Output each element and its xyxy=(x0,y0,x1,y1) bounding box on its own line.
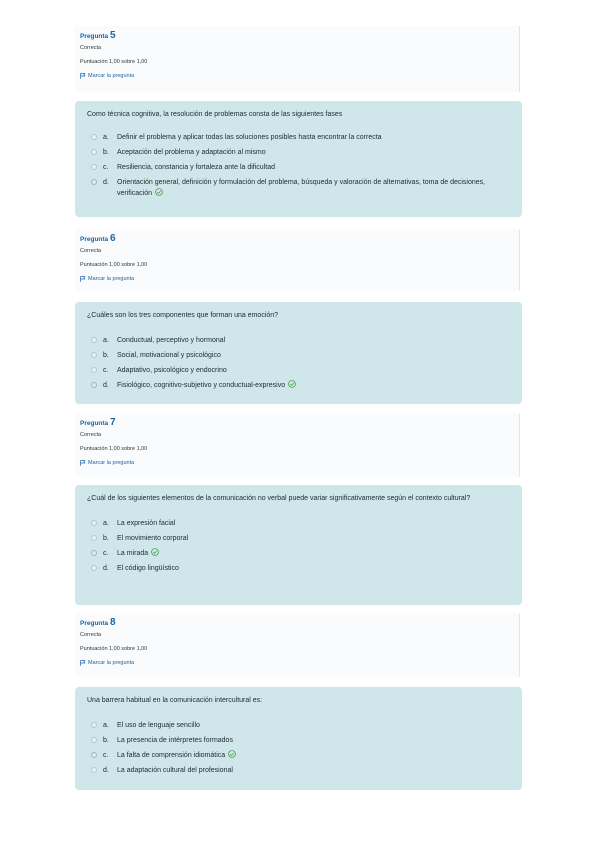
answer-text: La expresión facial xyxy=(117,520,176,527)
question-number xyxy=(80,30,519,41)
question-state: Correcta xyxy=(80,45,102,51)
answer-list xyxy=(87,132,510,199)
flag-question-link[interactable] xyxy=(80,73,519,79)
answer-text: La presencia de intérpretes formados xyxy=(117,737,233,744)
question-grade: Puntuación 1,00 sobre 1,00 xyxy=(80,262,148,268)
answer-list xyxy=(87,518,510,574)
answer-list xyxy=(87,335,510,391)
radio-button[interactable] xyxy=(91,352,97,358)
question-text: ¿Cuáles son los tres componentes que forman una emoción? xyxy=(87,312,279,319)
answer-option-b[interactable] xyxy=(87,147,510,158)
flag-icon xyxy=(80,460,86,466)
answer-letter: c. xyxy=(103,550,109,557)
radio-button-selected[interactable] xyxy=(91,179,97,185)
question-content-8 xyxy=(75,687,522,790)
flag-icon xyxy=(80,73,86,79)
question-number-value: 6 xyxy=(109,233,116,244)
radio-button[interactable] xyxy=(91,520,97,526)
answer-letter: c. xyxy=(103,752,109,759)
answer-option-b[interactable] xyxy=(87,533,510,544)
answer-letter: c. xyxy=(103,164,109,171)
answer-option-d[interactable] xyxy=(87,563,510,574)
radio-button-selected[interactable] xyxy=(91,550,97,556)
answer-text: Resiliencia, constancia y fortaleza ante la dificultad xyxy=(117,164,275,171)
answer-option-c[interactable] xyxy=(87,162,510,173)
answer-option-a[interactable] xyxy=(87,335,510,346)
correct-check-icon xyxy=(228,750,236,758)
flag-question-link[interactable] xyxy=(80,460,519,466)
radio-button-selected[interactable] xyxy=(91,382,97,388)
answer-option-d[interactable] xyxy=(87,177,510,199)
question-content-5 xyxy=(75,101,522,217)
flag-icon xyxy=(80,660,86,666)
answer-option-c[interactable] xyxy=(87,365,510,376)
answer-letter: b. xyxy=(103,149,109,156)
question-grade: Puntuación 1,00 sobre 1,00 xyxy=(80,646,148,652)
answer-option-d[interactable] xyxy=(87,380,510,391)
answer-text: Conductual, perceptivo y hormonal xyxy=(117,337,226,344)
question-state: Correcta xyxy=(80,432,102,438)
question-grade: Puntuación 1,00 sobre 1,00 xyxy=(80,446,148,452)
answer-letter: d. xyxy=(103,179,109,186)
radio-button[interactable] xyxy=(91,164,97,170)
answer-letter: a. xyxy=(103,520,109,527)
question-number xyxy=(80,233,519,244)
answer-letter: b. xyxy=(103,737,109,744)
answer-option-d[interactable] xyxy=(87,765,510,776)
answer-option-c[interactable] xyxy=(87,750,510,761)
question-info-7 xyxy=(75,413,520,477)
question-info-5 xyxy=(75,26,520,92)
answer-text: El uso de lenguaje sencillo xyxy=(117,722,200,729)
question-state: Correcta xyxy=(80,248,102,254)
radio-button[interactable] xyxy=(91,767,97,773)
answer-option-b[interactable] xyxy=(87,735,510,746)
answer-text: Fisiológico, cognitivo-subjetivo y conductual-expresivo xyxy=(117,382,286,389)
answer-letter: d. xyxy=(103,565,109,572)
answer-text: El código lingüístico xyxy=(117,565,179,572)
question-label: Pregunta xyxy=(80,236,109,243)
question-label: Pregunta xyxy=(80,620,109,627)
correct-check-icon xyxy=(155,188,163,196)
answer-letter: b. xyxy=(103,352,109,359)
question-content-7 xyxy=(75,485,522,605)
radio-button[interactable] xyxy=(91,337,97,343)
radio-button[interactable] xyxy=(91,367,97,373)
question-info-8 xyxy=(75,613,520,677)
answer-text: La adaptación cultural del profesional xyxy=(117,767,233,774)
question-text: Una barrera habitual en la comunicación intercultural es: xyxy=(87,697,263,704)
answer-text: Adaptativo, psicológico y endocrino xyxy=(117,367,227,374)
flag-label: Marcar la pregunta xyxy=(88,276,135,282)
flag-question-link[interactable] xyxy=(80,276,519,282)
answer-option-a[interactable] xyxy=(87,132,510,143)
answer-letter: d. xyxy=(103,767,109,774)
answer-letter: c. xyxy=(103,367,109,374)
answer-text: El movimiento corporal xyxy=(117,535,189,542)
flag-icon xyxy=(80,276,86,282)
answer-text: Orientación general, definición y formulación del problema, búsqueda y valoración de alternativas, toma de decisiones, verificación xyxy=(117,179,486,197)
answer-option-a[interactable] xyxy=(87,720,510,731)
flag-label: Marcar la pregunta xyxy=(88,460,135,466)
correct-check-icon xyxy=(288,380,296,388)
radio-button[interactable] xyxy=(91,535,97,541)
radio-button[interactable] xyxy=(91,149,97,155)
answer-letter: a. xyxy=(103,134,109,141)
answer-option-a[interactable] xyxy=(87,518,510,529)
question-number-value: 7 xyxy=(109,417,116,428)
question-content-6 xyxy=(75,302,522,404)
answer-letter: a. xyxy=(103,722,109,729)
flag-label: Marcar la pregunta xyxy=(88,73,135,79)
radio-button[interactable] xyxy=(91,722,97,728)
answer-text: La mirada xyxy=(117,550,149,557)
answer-list xyxy=(87,720,510,776)
answer-text: Social, motivacional y psicológico xyxy=(117,352,221,359)
question-number-value: 8 xyxy=(109,617,116,628)
question-info-6 xyxy=(75,229,520,291)
question-state: Correcta xyxy=(80,632,102,638)
question-label: Pregunta xyxy=(80,33,109,40)
answer-text: Aceptación del problema y adaptación al mismo xyxy=(117,149,266,156)
answer-letter: d. xyxy=(103,382,109,389)
question-label: Pregunta xyxy=(80,420,109,427)
radio-button[interactable] xyxy=(91,565,97,571)
answer-text: Definir el problema y aplicar todas las soluciones posibles hasta encontrar la correcta xyxy=(117,134,382,141)
answer-letter: b. xyxy=(103,535,109,542)
question-grade: Puntuación 1,00 sobre 1,00 xyxy=(80,59,148,65)
correct-check-icon xyxy=(151,548,159,556)
flag-label: Marcar la pregunta xyxy=(88,660,135,666)
question-number-value: 5 xyxy=(109,30,116,41)
answer-letter: a. xyxy=(103,337,109,344)
question-number xyxy=(80,417,519,428)
question-text: Como técnica cognitiva, la resolución de problemas consta de las siguientes fases xyxy=(87,111,343,118)
radio-button[interactable] xyxy=(91,737,97,743)
flag-question-link[interactable] xyxy=(80,660,519,666)
radio-button-selected[interactable] xyxy=(91,752,97,758)
radio-button[interactable] xyxy=(91,134,97,140)
question-text: ¿Cuál de los siguientes elementos de la comunicación no verbal puede variar significativamente según el contexto cultural? xyxy=(87,495,471,502)
answer-text: La falta de comprensión idiomática xyxy=(117,752,226,759)
question-number xyxy=(80,617,519,628)
answer-option-b[interactable] xyxy=(87,350,510,361)
answer-option-c[interactable] xyxy=(87,548,510,559)
